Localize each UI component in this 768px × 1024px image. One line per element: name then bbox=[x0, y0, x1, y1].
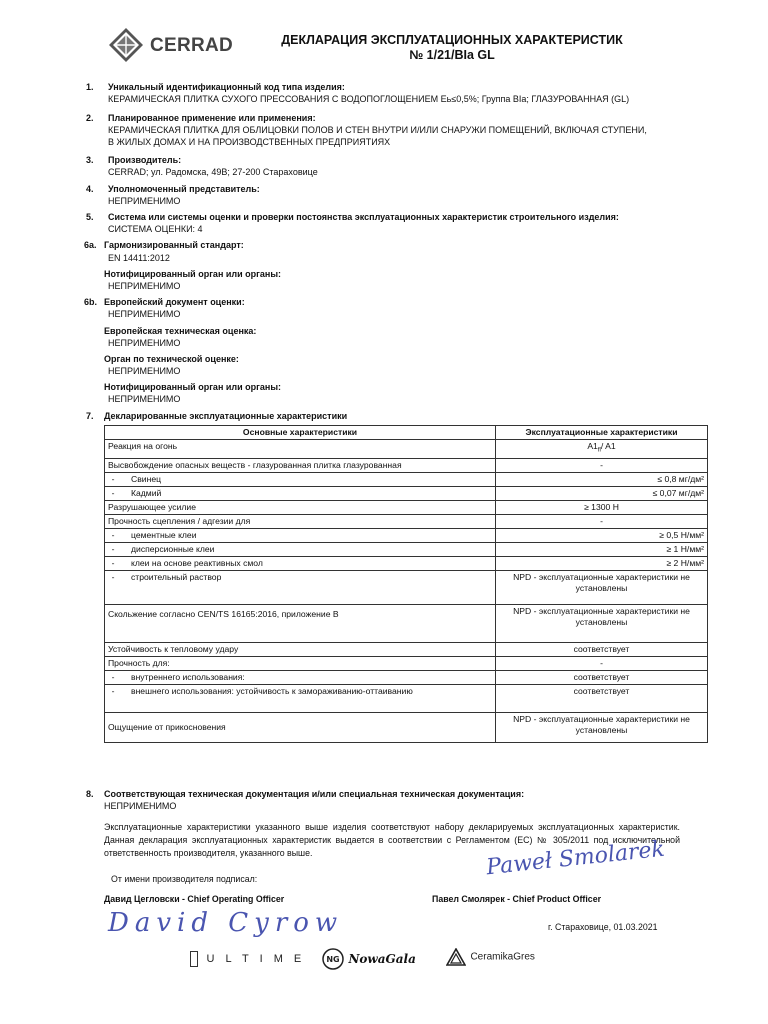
section-value: КЕРАМИЧЕСКАЯ ПЛИТКА ДЛЯ ОБЛИЦОВКИ ПОЛОВ И СТЕН ВНУТРИ И/ИЛИ СНАРУЖИ ПОМЕЩЕНИЙ, ВКЛЮЧАЯ СТУПЕНИ, bbox=[108, 125, 647, 135]
section-number: 6b. bbox=[84, 297, 98, 307]
table-cell-value: - bbox=[496, 514, 708, 528]
table-cell-value: соответствует bbox=[496, 642, 708, 656]
section-number: 8. bbox=[86, 789, 94, 799]
nowagala-logo bbox=[322, 948, 416, 972]
table-row bbox=[105, 472, 708, 486]
section-value: В ЖИЛЫХ ДОМАХ И НА ПРОИЗВОДСТВЕННЫХ ПРЕДПРИЯТИЯХ bbox=[108, 137, 391, 147]
doc-title-line2: № 1/21/BIa GL bbox=[409, 48, 495, 62]
table-row bbox=[105, 570, 708, 604]
table-cell-dash: - bbox=[105, 472, 122, 486]
nowagala-logo-text: NowaGala bbox=[348, 952, 416, 966]
table-cell-value: ≥ 2 Н/мм² bbox=[496, 556, 708, 570]
ceramikagres-logo-text: CeramikaGres bbox=[470, 951, 535, 963]
table-cell-dash: - bbox=[105, 486, 122, 500]
table-row bbox=[105, 642, 708, 656]
signature-1: David Cyrow bbox=[108, 908, 344, 938]
signatory-1: Давид Цегловски - Chief Operating Officer bbox=[104, 894, 285, 904]
section-number: 2. bbox=[86, 113, 94, 123]
table-cell-label: Прочность для: bbox=[105, 656, 496, 670]
section-title: Европейский документ оценки: bbox=[104, 297, 245, 307]
table-cell-value: соответствует bbox=[496, 684, 708, 712]
section-value: НЕПРИМЕНИМО bbox=[108, 338, 181, 348]
table-cell-dash: - bbox=[105, 684, 122, 712]
table-row bbox=[105, 440, 708, 459]
table-cell-dash: - bbox=[105, 556, 122, 570]
ultime-logo bbox=[190, 950, 305, 972]
ultime-logo-text: U L T I M E bbox=[206, 952, 306, 965]
table-cell-label: дисперсионные клеи bbox=[121, 542, 496, 556]
table-cell-value: ≥ 1300 Н bbox=[496, 500, 708, 514]
table-cell-value: ≤ 0,8 мг/дм² bbox=[496, 472, 708, 486]
section-value: НЕПРИМЕНИМО bbox=[108, 309, 181, 319]
table-row bbox=[105, 656, 708, 670]
table-cell-value: - bbox=[496, 656, 708, 670]
section-title: Планированное применение или применения: bbox=[108, 113, 316, 123]
characteristics-table bbox=[104, 425, 708, 743]
section-number: 3. bbox=[86, 155, 94, 165]
table-cell-value: ≥ 1 Н/мм² bbox=[496, 542, 708, 556]
table-cell-label: Скольжение согласно CEN/TS 16165:2016, приложение В bbox=[105, 604, 496, 642]
section-subtitle: Нотифицированный орган или органы: bbox=[104, 382, 282, 392]
table-cell-value: - bbox=[496, 458, 708, 472]
section-title: Соответствующая техническая документация и/или специальная техническая документация: bbox=[104, 789, 525, 799]
table-header: Основные характеристики bbox=[105, 426, 496, 440]
place-date: г. Стараховице, 01.03.2021 bbox=[548, 922, 658, 932]
section-number: 4. bbox=[86, 184, 94, 194]
table-cell-label: Прочность сцепления / адгезии для bbox=[105, 514, 496, 528]
section-value: НЕПРИМЕНИМО bbox=[108, 196, 181, 206]
cerrad-diamond-icon bbox=[108, 27, 144, 63]
section-title: Система или системы оценки и проверки постоянства эксплуатационных характеристик строительного изделия: bbox=[108, 212, 619, 222]
section-value: КЕРАМИЧЕСКАЯ ПЛИТКА СУХОГО ПРЕССОВАНИЯ С ВОДОПОГЛОЩЕНИЕМ Eь≤0,5%; Группа BIa; ГЛАЗУРОВАННАЯ (GL) bbox=[108, 94, 630, 104]
brand-name: CERRAD bbox=[150, 35, 234, 56]
statement-text: Эксплуатационные характеристики указанного выше изделия соответствуют набору декларируемых эксплуатационных характеристик. Данная декларация эксплуатационных характеристик выдается в соответствии с Регламентом (ЕС) № 305/2011 под исключительной ответственность производителя, указанного выше. bbox=[104, 822, 680, 858]
signatory-2: Павел Смолярек - Chief Product Officer bbox=[432, 894, 602, 904]
ceramikagres-logo bbox=[446, 948, 535, 972]
section-title: Гармонизированный стандарт: bbox=[104, 240, 244, 250]
table-cell-value: NPD - эксплуатационные характеристики не установлены bbox=[496, 712, 708, 742]
section-number: 7. bbox=[86, 411, 94, 421]
section-value: EN 14411:2012 bbox=[108, 253, 170, 263]
section-number: 1. bbox=[86, 82, 94, 92]
section-value: НЕПРИМЕНИМО bbox=[108, 281, 181, 291]
table-row bbox=[105, 604, 708, 642]
nowagala-badge-icon bbox=[322, 948, 344, 970]
section-title: Уполномоченный представитель: bbox=[108, 184, 260, 194]
table-cell-label: Свинец bbox=[121, 472, 496, 486]
table-row bbox=[105, 670, 708, 684]
section-subtitle: Орган по технической оценке: bbox=[104, 354, 239, 364]
table-row bbox=[105, 542, 708, 556]
table-cell-value: NPD - эксплуатационные характеристики не установлены bbox=[496, 570, 708, 604]
table-cell-label: внутреннего использования: bbox=[121, 670, 496, 684]
table-cell-label: клеи на основе реактивных смол bbox=[121, 556, 496, 570]
table-row bbox=[105, 458, 708, 472]
section-value: НЕПРИМЕНИМО bbox=[108, 366, 181, 376]
section-value: СИСТЕМА ОЦЕНКИ: 4 bbox=[108, 224, 203, 234]
table-row bbox=[105, 556, 708, 570]
table-cell-label: Реакция на огонь bbox=[105, 440, 496, 459]
table-row bbox=[105, 486, 708, 500]
table-cell-label: строительный раствор bbox=[121, 570, 496, 604]
brand-logo bbox=[108, 27, 248, 63]
table-row bbox=[105, 684, 708, 712]
section-value: CERRAD; ул. Радомска, 49В; 27-200 Стараховице bbox=[108, 167, 318, 177]
section-subtitle: Нотифицированный орган или органы: bbox=[104, 269, 282, 279]
table-cell-label: цементные клеи bbox=[121, 528, 496, 542]
section-number: 6a. bbox=[84, 240, 97, 250]
table-row bbox=[105, 500, 708, 514]
svg-text:NG: NG bbox=[326, 955, 340, 964]
table-cell-label: Ощущение от прикосновения bbox=[105, 712, 496, 742]
table-cell-value: NPD - эксплуатационные характеристики не установлены bbox=[496, 604, 708, 642]
table-cell-value: $A1_{fl}/$ A1 bbox=[496, 440, 708, 459]
on-behalf-label: От имени производителя подписал: bbox=[111, 874, 258, 884]
triangle-icon bbox=[446, 948, 466, 966]
section-number: 5. bbox=[86, 212, 94, 222]
section-subtitle: Европейская техническая оценка: bbox=[104, 326, 257, 336]
table-header-row bbox=[105, 426, 708, 440]
table-cell-value: соответствует bbox=[496, 670, 708, 684]
section-title: Производитель: bbox=[108, 155, 182, 165]
table-row bbox=[105, 514, 708, 528]
section-title: Декларированные эксплуатационные характеристики bbox=[104, 411, 348, 421]
table-cell-label: Кадмий bbox=[121, 486, 496, 500]
table-cell-dash: - bbox=[105, 528, 122, 542]
table-cell-value: ≤ 0,07 мг/дм² bbox=[496, 486, 708, 500]
table-row bbox=[105, 712, 708, 742]
table-cell-value: ≥ 0,5 Н/мм² bbox=[496, 528, 708, 542]
table-header: Эксплуатационные характеристики bbox=[496, 426, 708, 440]
table-cell-dash: - bbox=[105, 670, 122, 684]
table-cell-label: внешнего использования: устойчивость к замораживанию-оттаиванию bbox=[121, 684, 496, 712]
doc-title-line1: ДЕКЛАРАЦИЯ ЭКСПЛУАТАЦИОННЫХ ХАРАКТЕРИСТИК bbox=[281, 33, 623, 47]
table-cell-dash: - bbox=[105, 542, 122, 556]
table-cell-label: Высвобождение опасных веществ - глазурованная плитка глазурованная bbox=[105, 458, 496, 472]
section-value: НЕПРИМЕНИМО bbox=[104, 801, 177, 811]
section-title: Уникальный идентификационный код типа изделия: bbox=[108, 82, 345, 92]
table-cell-label: Устойчивость к тепловому удару bbox=[105, 642, 496, 656]
table-cell-label: Разрушающее усилие bbox=[105, 500, 496, 514]
table-cell-dash: - bbox=[105, 570, 122, 604]
signature-2: Paweł Smolarek bbox=[485, 836, 666, 881]
section-value: НЕПРИМЕНИМО bbox=[108, 394, 181, 404]
table-row bbox=[105, 528, 708, 542]
